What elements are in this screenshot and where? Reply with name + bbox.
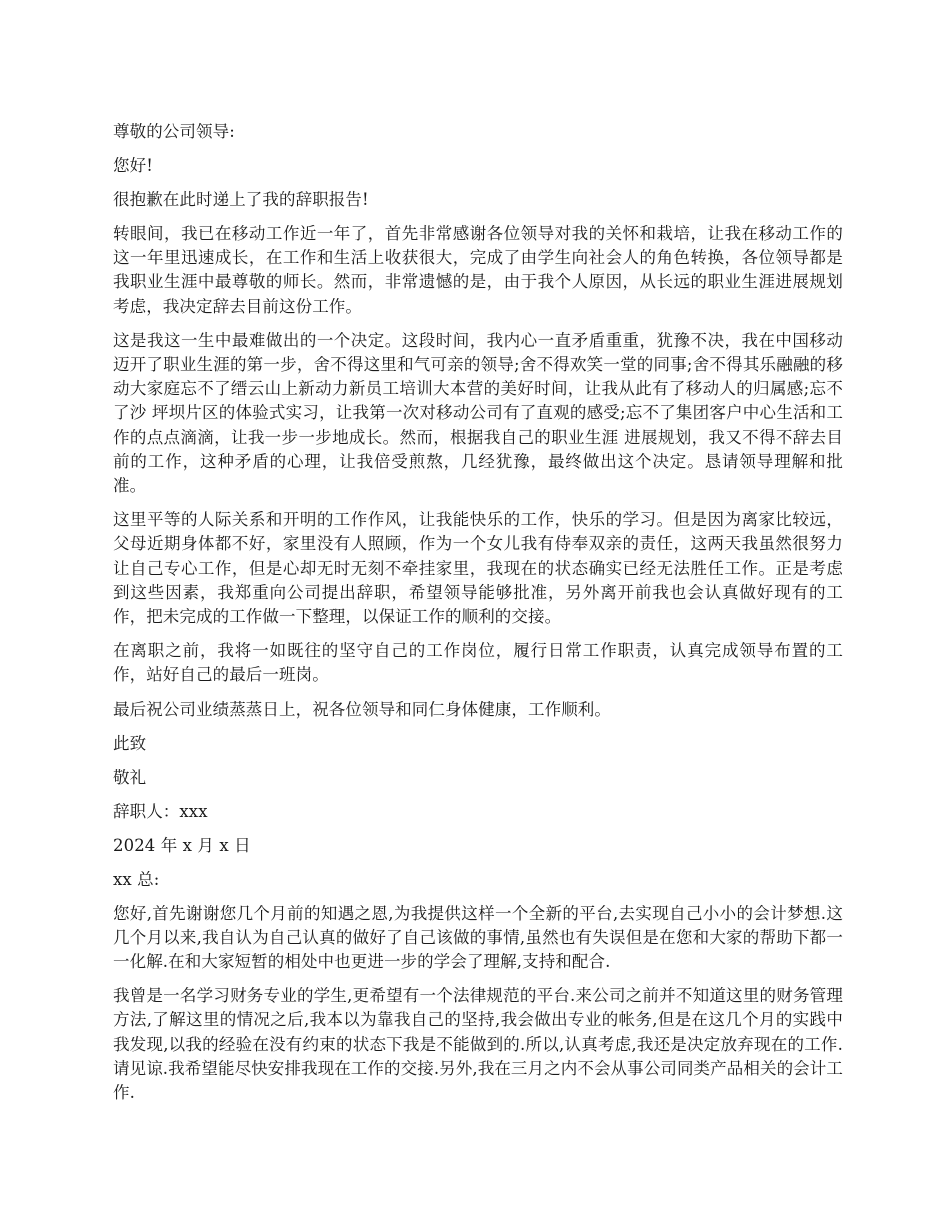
document-page <box>113 120 843 1115</box>
body-paragraph: 您好,首先谢谢您几个月前的知遇之恩,为我提供这样一个全新的平台,去实现自己小小的会计梦想.这几个月以来,我自认为自己认真的做好了自己该做的事情,虽然也有失误但是在您和大家的帮助下都一一化解.在和大家短暂的相处中也更进一步的学会了理解,支持和配合. <box>113 903 843 972</box>
body-paragraph: 这里平等的人际关系和开明的工作作风，让我能快乐的工作，快乐的学习。但是因为离家比较远，父母近期身体都不好，家里没有人照顾，作为一个女儿我有侍奉双亲的责任，这两天我虽然很努力让自己专心工作，但是心却无时无刻不牵挂家里，我现在的状态确实已经无法胜任工作。正是考虑到这些因素，我郑重向公司提出辞职，希望领导能够批准，另外离开前我也会认真做好现有的工作，把未完成的工作做一下整理，以保证工作的顺利的交接。 <box>113 510 843 627</box>
body-paragraph: 最后祝公司业绩蒸蒸日上，祝各位领导和同仁身体健康，工作顺利。 <box>113 699 611 719</box>
body-paragraph: 在离职之前，我将一如既往的坚守自己的工作岗位，履行日常工作职责，认真完成领导布置的工作，站好自己的最后一班岗。 <box>113 641 843 685</box>
signature: 辞职人：xxx <box>113 801 208 821</box>
body-paragraph: 这是我这一生中最难做出的一个决定。这段时间，我内心一直矛盾重重，犹豫不决，我在中国移动迈开了职业生涯的第一步，舍不得这里和气可亲的领导;舍不得欢笑一堂的同事;舍不得其乐融融的移动大家庭忘不了缙云山上新动力新员工培训大本营的美好时间，让我从此有了移动人的归属感;忘不了沙 坪坝片区的体验式实习，让我第一次对移动公司有了直观的感受;忘不了集团客户中心生活和工作的点点滴滴，让我一步一步地成长。然而，根据我自己的职业生涯 进展规划，我又不得不辞去目前的工作，这种矛盾的心理，让我倍受煎熬，几经犹豫，最终做出这个决定。恳请领导理解和批准。 <box>113 330 843 496</box>
body-paragraph: 我曾是一名学习财务专业的学生,更希望有一个法律规范的平台.来公司之前并不知道这里的财务管理方法,了解这里的情况之后,我本以为靠我自己的坚持,我会做出专业的帐务,但是在这几个月的实践中我发现,以我的经验在没有约束的状态下我是不能做到的.所以,认真考虑,我还是决定放弃现在的工作.请见谅.我希望能尽快安排我现在工作的交接.另外,我在三月之内不会从事公司同类产品相关的会计工作. <box>113 986 843 1103</box>
date: 2024 年 x 月 x 日 <box>113 835 251 855</box>
salutation: xx 总: <box>113 869 160 889</box>
greeting: 您好! <box>113 156 153 175</box>
body-paragraph: 转眼间，我已在移动工作近一年了，首先非常感谢各位领导对我的关怀和栽培，让我在移动工作的这一年里迅速成长，在工作和生活上收获很大，完成了由学生向社会人的角色转换，各位领导都是我职业生涯中最尊敬的师长。然而，非常遗憾的是，由于我个人原因，从长远的职业生涯进展规划考虑，我决定辞去目前这份工作。 <box>113 224 843 316</box>
salutation: 尊敬的公司领导: <box>113 122 235 141</box>
closing-line: 此致 <box>113 733 147 753</box>
closing-line: 敬礼 <box>113 767 147 787</box>
opening-line: 很抱歉在此时递上了我的辞职报告! <box>113 190 369 209</box>
